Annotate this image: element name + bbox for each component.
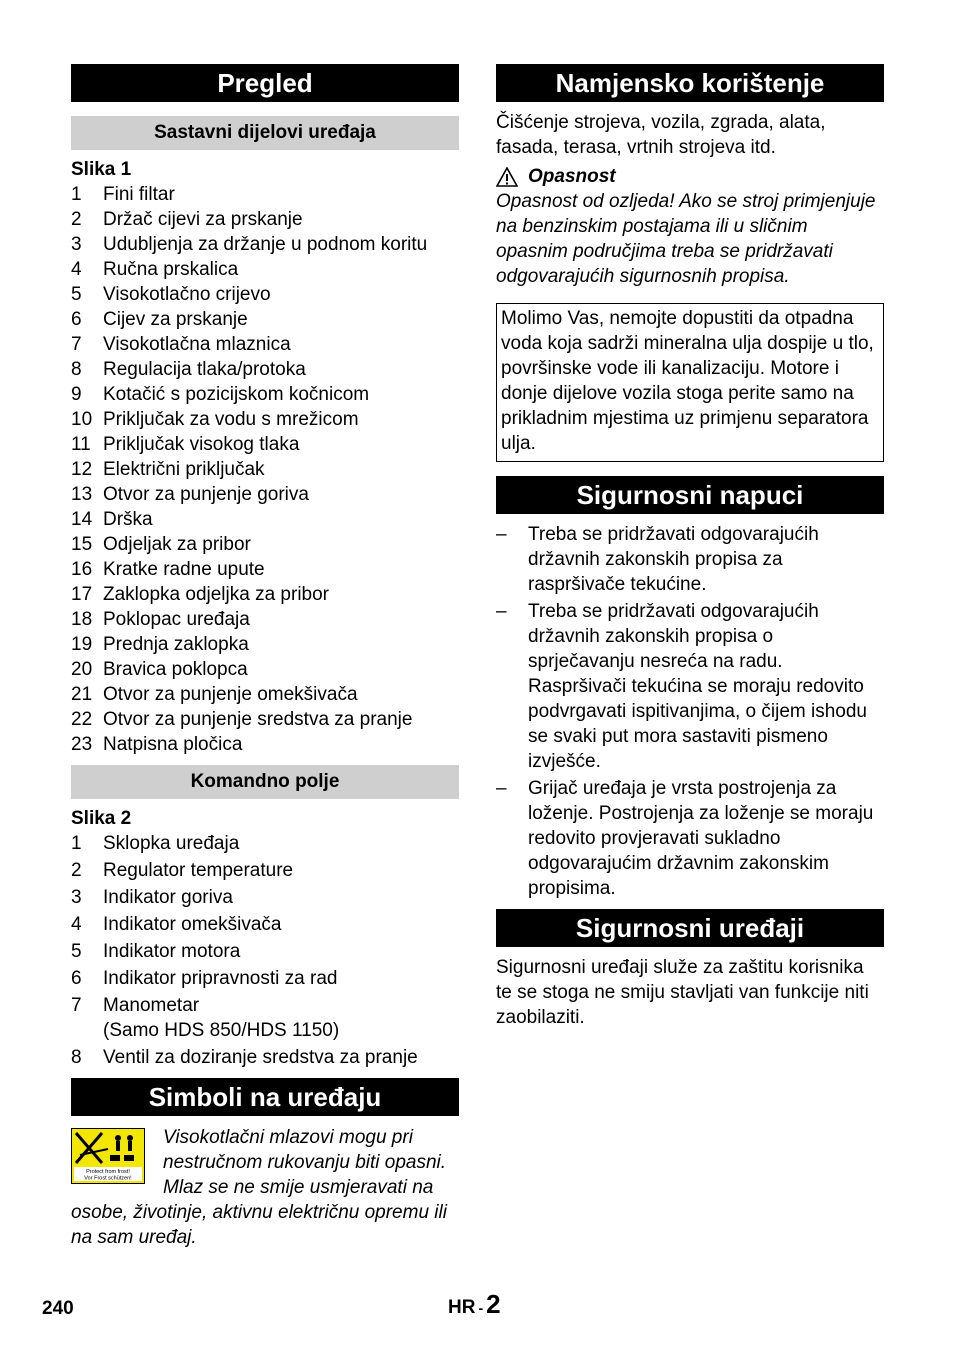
list-item <box>71 232 459 257</box>
list-item-text: Bravica poklopca <box>103 659 248 680</box>
list-item-number: 5 <box>71 941 82 962</box>
list-item <box>71 885 459 910</box>
list-item-number: 11 <box>71 434 91 455</box>
list-item <box>71 858 459 883</box>
left-column <box>71 64 459 1250</box>
list-item <box>71 382 459 407</box>
list-item-text: Držač cijevi za prskanje <box>103 209 303 230</box>
list-item-text: Indikator omekšivača <box>103 914 282 935</box>
list-item-number: 14 <box>71 509 93 530</box>
list-item-number: 20 <box>71 659 93 680</box>
list-item <box>71 332 459 357</box>
list-item-number: 2 <box>71 209 82 230</box>
list-item-text: Indikator pripravnosti za rad <box>103 968 338 989</box>
list-item-text: Regulacija tlaka/protoka <box>103 359 306 380</box>
subsection-title-control-panel: Komandno polje <box>71 765 459 799</box>
list-item-text: Natpisna pločica <box>103 734 243 755</box>
section-title-safety-devices: Sigurnosni uređaji <box>496 909 884 947</box>
list-item-text: Otvor za punjenje sredstva za pranje <box>103 709 413 730</box>
list-item <box>71 482 459 507</box>
list-item-number: 19 <box>71 634 93 655</box>
list-item <box>496 599 884 774</box>
dash-bullet: – <box>496 778 507 799</box>
list-item <box>71 831 459 856</box>
list-item <box>71 607 459 632</box>
high-pressure-warning-symbol <box>71 1128 145 1184</box>
dash-bullet: – <box>496 524 507 545</box>
list-item <box>71 707 459 732</box>
list-item-number: 7 <box>71 995 82 1016</box>
list-item-number: 9 <box>71 384 82 405</box>
list-item-text: Kotačić s pozicijskom kočnicom <box>103 384 370 405</box>
list-item-text: Regulator temperature <box>103 860 294 881</box>
footer-section-label <box>448 1289 501 1321</box>
list-item <box>71 912 459 937</box>
list-item-text: Električni priključak <box>103 459 265 480</box>
symbol-label-1: Protect from frost! <box>86 1169 130 1175</box>
symbol-description: Visokotlačni mlazovi mogu pri nestručnom rukovanju biti opasni. Mlaz se ne smije usmjeravati na osobe, životinje, aktivnu električnu opremu ili na sam uređaj. <box>71 1127 447 1248</box>
footer-section-number: 2 <box>486 1289 501 1319</box>
symbol-block <box>71 1125 459 1250</box>
list-item-number: 21 <box>71 684 93 705</box>
list-item-text: Priključak visokog tlaka <box>103 434 300 455</box>
list-item-text: Sklopka uređaja <box>103 833 240 854</box>
subsection-title-parts: Sastavni dijelovi uređaja <box>71 116 459 150</box>
list-item-text: Priključak za vodu s mrežicom <box>103 409 359 430</box>
danger-heading <box>496 164 884 189</box>
list-item <box>71 282 459 307</box>
footer-dash: - <box>478 1300 484 1316</box>
figure-2-caption: Slika 2 <box>71 808 132 829</box>
list-item-number: 13 <box>71 484 93 505</box>
environment-note-text: Molimo Vas, nemojte dopustiti da otpadna voda koja sadrži mineralna ulja dospije u tlo, površinske vode ili kanalizaciju. Motore i donje dijelove vozila stoga perite samo na prikladnim mjestima uz primjenu separatora ulja. <box>501 308 874 454</box>
list-item <box>496 776 884 901</box>
list-item-number: 6 <box>71 968 82 989</box>
list-item-number: 3 <box>71 887 82 908</box>
list-item-text: Indikator goriva <box>103 887 233 908</box>
list-item-number: 17 <box>71 584 93 605</box>
list-item <box>71 532 459 557</box>
right-column <box>496 64 884 1030</box>
danger-label: Opasnost <box>528 166 616 187</box>
list-item <box>71 1045 459 1070</box>
list-item <box>71 432 459 457</box>
list-item-text: Cijev za prskanje <box>103 309 248 330</box>
list-item <box>71 682 459 707</box>
list-item-number: 16 <box>71 559 93 580</box>
list-item <box>71 507 459 532</box>
list-item-text: Treba se pridržavati odgovarajućih državnih zakonskih propisa o sprječavanju nesreća na radu. Raspršivači tekućina se moraju redovito podvrgavati ispitivanjima, o čijem ishodu se svaki put mora sastaviti pismeno izvješće. <box>528 601 867 772</box>
list-item-number: 7 <box>71 334 82 355</box>
list-item-text: Otvor za punjenje goriva <box>103 484 309 505</box>
list-item-number: 6 <box>71 309 82 330</box>
list-item-number: 4 <box>71 914 82 935</box>
list-item-text: Poklopac uređaja <box>103 609 250 630</box>
list-item <box>71 457 459 482</box>
list-item <box>71 257 459 282</box>
list-item-number: 22 <box>71 709 93 730</box>
list-item-number: 18 <box>71 609 93 630</box>
list-item-text: Kratke radne upute <box>103 559 265 580</box>
list-item <box>71 357 459 382</box>
list-item-number: 3 <box>71 234 82 255</box>
list-item <box>71 207 459 232</box>
list-item <box>71 993 459 1043</box>
control-panel-list <box>71 831 459 1070</box>
section-title-overview: Pregled <box>71 64 459 102</box>
list-item-text: Manometar (Samo HDS 850/HDS 1150) <box>103 995 340 1041</box>
section-title-safety-instructions: Sigurnosni napuci <box>496 476 884 514</box>
list-item <box>496 522 884 597</box>
list-item-text: Udubljenja za držanje u podnom koritu <box>103 234 428 255</box>
safety-instructions-list <box>496 522 884 901</box>
warning-pictogram-icon <box>72 1129 144 1183</box>
list-item-number: 2 <box>71 860 82 881</box>
list-item-text: Ventil za doziranje sredstva za pranje <box>103 1047 418 1068</box>
safety-devices-text: Sigurnosni uređaji služe za zaštitu korisnika te se stoga ne smiju stavljati van funkcije niti zaobilaziti. <box>496 957 869 1028</box>
list-item-number: 1 <box>71 184 82 205</box>
list-item-text: Fini filtar <box>103 184 175 205</box>
list-item-number: 23 <box>71 734 93 755</box>
list-item-text: Visokotlačna mlaznica <box>103 334 291 355</box>
list-item-number: 4 <box>71 259 82 280</box>
section-title-intended-use: Namjensko korištenje <box>496 64 884 102</box>
list-item-text: Otvor za punjenje omekšivača <box>103 684 358 705</box>
parts-list <box>71 182 459 757</box>
intended-use-text: Čišćenje strojeva, vozila, zgrada, alata, fasada, terasa, vrtnih strojeva itd. <box>496 112 826 158</box>
list-item <box>71 657 459 682</box>
section-title-symbols: Simboli na uređaju <box>71 1078 459 1116</box>
list-item-text: Indikator motora <box>103 941 241 962</box>
figure-1-caption: Slika 1 <box>71 159 132 180</box>
dash-bullet: – <box>496 601 507 622</box>
list-item-text: Prednja zaklopka <box>103 634 249 655</box>
list-item-text: Zaklopka odjeljka za pribor <box>103 584 330 605</box>
list-item-text: Visokotlačno crijevo <box>103 284 271 305</box>
list-item-number: 8 <box>71 1047 82 1068</box>
list-item-text: Ručna prskalica <box>103 259 239 280</box>
list-item <box>71 632 459 657</box>
list-item-number: 1 <box>71 833 82 854</box>
list-item <box>71 582 459 607</box>
list-item-number: 15 <box>71 534 93 555</box>
list-item-number: 5 <box>71 284 82 305</box>
list-item-text: Grijač uređaja je vrsta postrojenja za loženje. Postrojenja za loženje se moraju redovito provjeravati sukladno odgovarajućim državnim zakonskim propisima. <box>528 778 874 899</box>
list-item <box>71 939 459 964</box>
list-item <box>71 407 459 432</box>
list-item <box>71 732 459 757</box>
list-item-number: 8 <box>71 359 82 380</box>
warning-triangle-icon <box>496 167 518 187</box>
list-item-number: 10 <box>71 409 93 430</box>
page-number: 240 <box>42 1298 74 1319</box>
list-item <box>71 966 459 991</box>
environment-note-box <box>496 303 884 462</box>
list-item-text: Drška <box>103 509 153 530</box>
list-item <box>71 557 459 582</box>
symbol-label-2: Vor Frost schützen! <box>84 1175 132 1182</box>
list-item <box>71 182 459 207</box>
danger-text: Opasnost od ozljeda! Ako se stroj primjenjuje na benzinskim postajama ili u sličnim opasnim područjima treba se pridržavati odgovarajućih sigurnosnih propisa. <box>496 191 876 287</box>
list-item-number: 12 <box>71 459 93 480</box>
list-item-text: Treba se pridržavati odgovarajućih državnih zakonskih propisa za raspršivače tekućine. <box>528 524 819 595</box>
footer-language: HR <box>448 1297 476 1318</box>
list-item <box>71 307 459 332</box>
list-item-text: Odjeljak za pribor <box>103 534 251 555</box>
